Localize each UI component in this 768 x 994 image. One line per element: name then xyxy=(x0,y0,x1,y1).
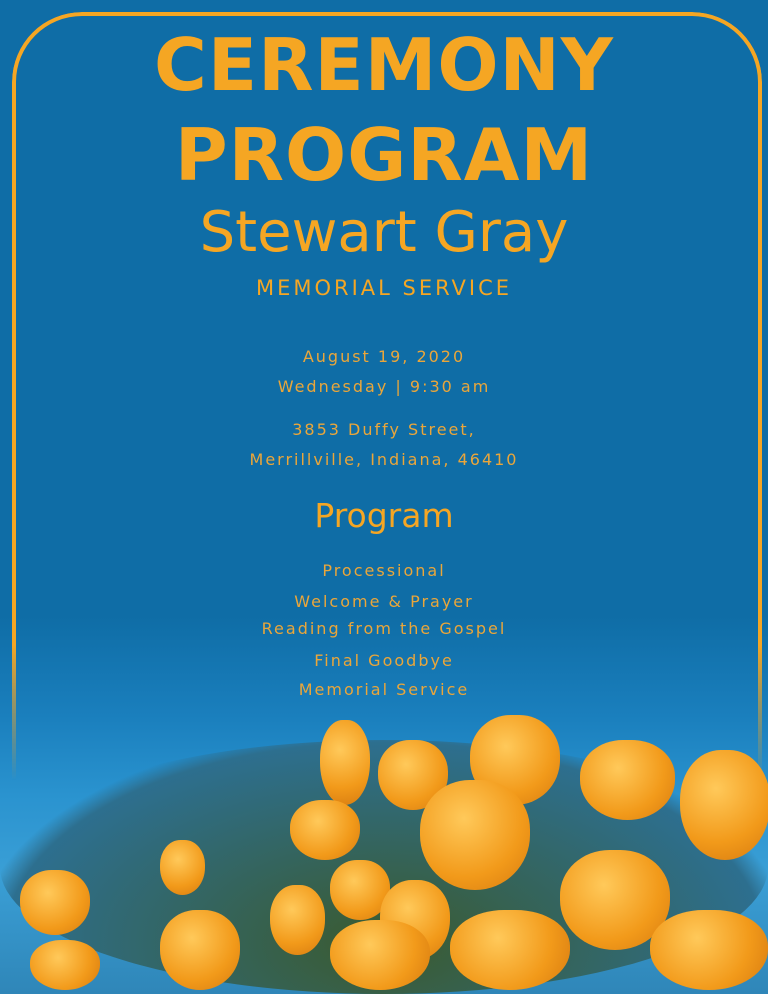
address-line-2: Merrillville, Indiana, 46410 xyxy=(249,450,519,469)
program-heading: Program xyxy=(314,496,454,535)
program-item: Processional xyxy=(322,561,446,580)
service-date: August 19, 2020 xyxy=(302,347,466,366)
poppy-flower xyxy=(320,720,370,805)
deceased-name: Stewart Gray xyxy=(199,200,569,265)
poppy-flower xyxy=(270,885,325,955)
title-line-2: PROGRAM xyxy=(174,113,594,197)
poppy-flower xyxy=(680,750,768,860)
poppy-flower xyxy=(160,910,240,990)
program-item: Welcome & Prayer xyxy=(294,592,474,611)
service-day-time: Wednesday | 9:30 am xyxy=(277,377,491,396)
subtitle: MEMORIAL SERVICE xyxy=(255,276,513,300)
program-item: Reading from the Gospel xyxy=(261,619,507,638)
poppy-flower xyxy=(290,800,360,860)
poppy-flowers-image xyxy=(0,620,768,994)
address-line-1: 3853 Duffy Street, xyxy=(292,420,476,439)
poppy-flower xyxy=(330,920,430,990)
poppy-flower xyxy=(650,910,768,990)
poppy-flower xyxy=(450,910,570,990)
program-item: Final Goodbye xyxy=(314,651,454,670)
poppy-flower xyxy=(30,940,100,990)
poppy-flower xyxy=(20,870,90,935)
poppy-flower xyxy=(160,840,205,895)
poppy-flower xyxy=(420,780,530,890)
poppy-flower xyxy=(580,740,675,820)
program-item: Memorial Service xyxy=(298,680,470,699)
title-line-1: CEREMONY xyxy=(154,23,614,107)
